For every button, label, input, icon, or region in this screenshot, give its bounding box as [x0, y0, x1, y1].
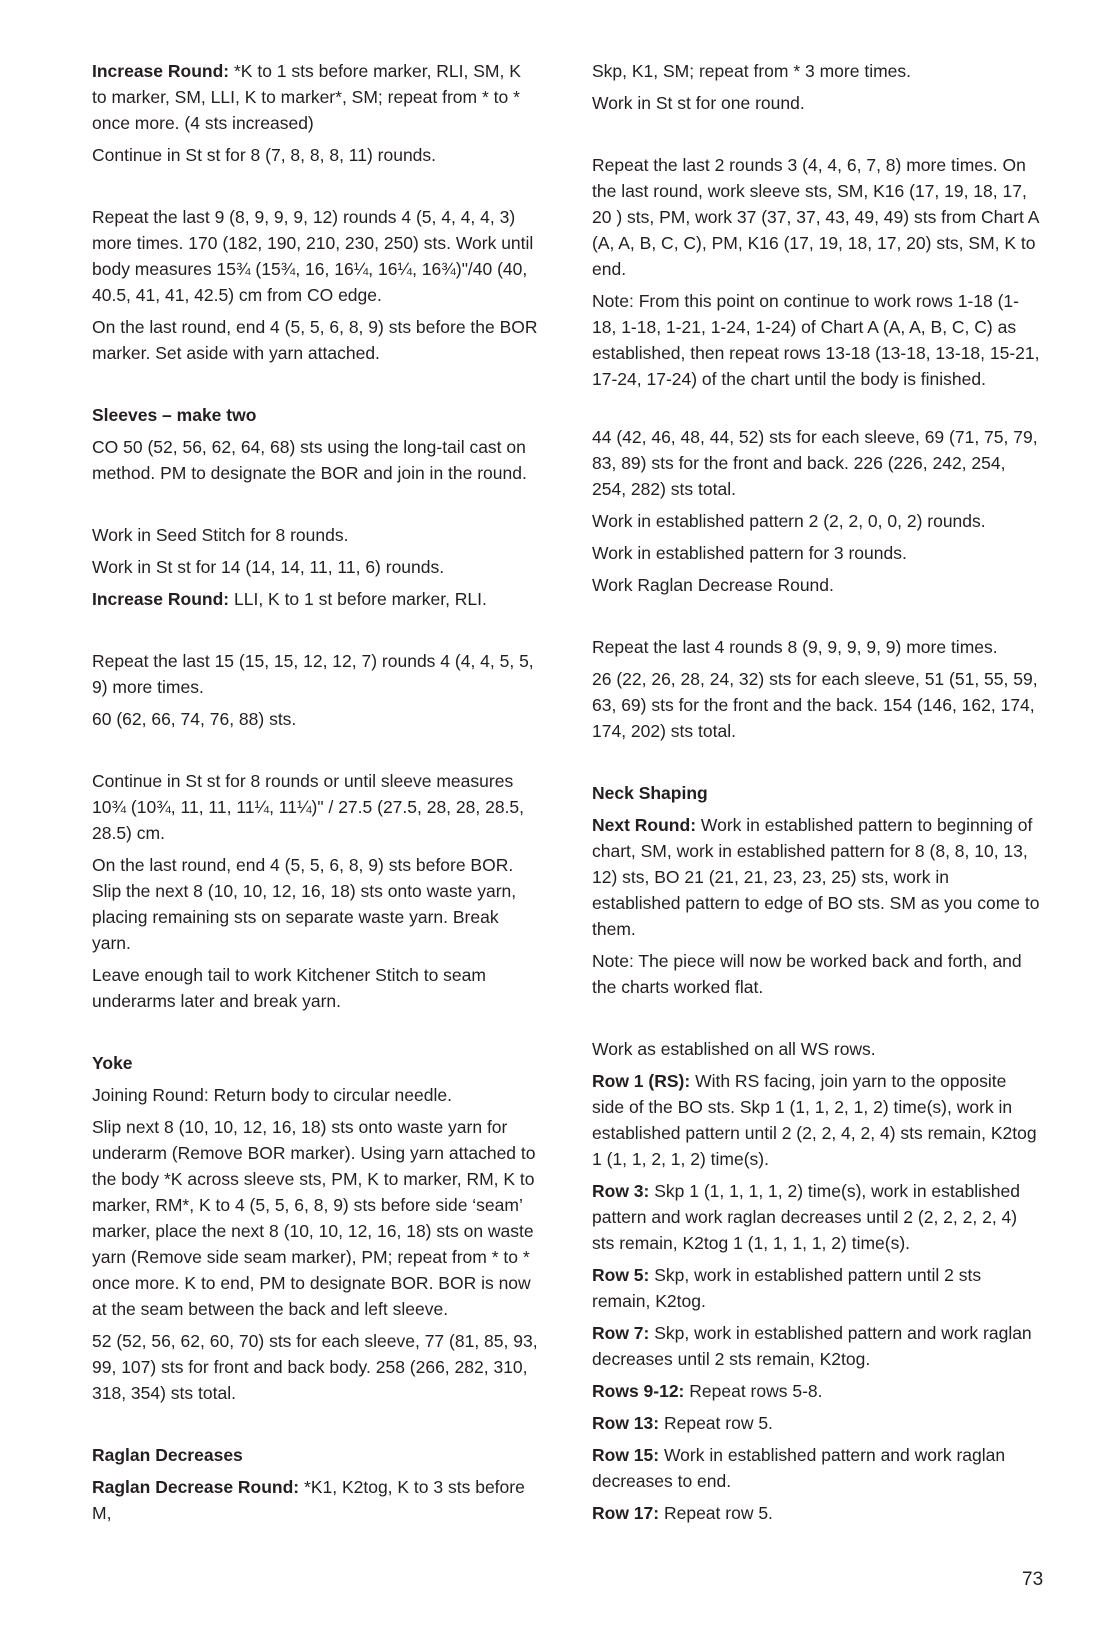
sleeves-heading: Sleeves – make two [92, 405, 257, 425]
chart-note-paragraph: Note: From this point on continue to work rows 1-18 (1-18, 1-18, 1-21, 1-24, 1-24) of Chart A (A, A, B, C, C) as established, then repeat rows 13-18 (13-18, 13-18, 15-21, 17-24, 17-24) of the chart until the body is finished. [592, 291, 1040, 389]
final-sts-paragraph: 26 (22, 26, 28, 24, 32) sts for each sleeve, 51 (51, 55, 59, 63, 69) sts for the front and the back. 154 (146, 162, 174, 174, 202) sts total. [592, 669, 1038, 741]
st-st-rounds-paragraph: Work in St st for 14 (14, 14, 11, 11, 6) rounds. [92, 557, 445, 577]
kitchener-paragraph: Leave enough tail to work Kitchener Stitch to seam underarms later and break yarn. [92, 965, 486, 1011]
three-rounds-paragraph: Work in established pattern for 3 rounds. [592, 543, 907, 563]
row-13-label: Row 13: [592, 1413, 660, 1433]
row-17-label: Row 17: [592, 1503, 660, 1523]
sleeve-continue-paragraph: Continue in St st for 8 rounds or until sleeve measures 10¾ (10¾, 11, 11, 11¼, 11¼)" / 27.5 (27.5, 28, 28, 28.5, 28.5) cm. [92, 771, 525, 843]
row-7-text: Skp, work in established pattern and work raglan decreases until 2 sts remain, K2tog. [592, 1323, 1032, 1369]
flat-note-paragraph: Note: The piece will now be worked back and forth, and the charts worked flat. [592, 951, 1022, 997]
repeat-rounds-paragraph: Repeat the last 9 (8, 9, 9, 9, 12) rounds 4 (5, 4, 4, 4, 3) more times. 170 (182, 190, 210, 230, 250) sts. Work until body measures 15¾ (15¾, 16, 16¼, 16¼, 16¾)"/40 (40, 40.5, 41, 41, 42.5) cm from CO edge. [92, 207, 534, 305]
row-17-text: Repeat row 5. [659, 1503, 773, 1523]
continue-st-paragraph: Continue in St st for 8 (7, 8, 8, 8, 11) rounds. [92, 145, 437, 165]
row-7-label: Row 7: [592, 1323, 650, 1343]
left-column [92, 58, 538, 1532]
raglan-decrease-text: *K1, K2tog, K to 3 sts before M, [92, 1477, 525, 1523]
sleeve-increase-text: LLI, K to 1 st before marker, RLI. [229, 589, 487, 609]
neck-shaping-heading: Neck Shaping [592, 783, 708, 803]
row-15-label: Row 15: [592, 1445, 660, 1465]
ws-rows-paragraph: Work as established on all WS rows. [592, 1039, 876, 1059]
sleeve-increase-paragraph [92, 586, 538, 612]
yoke-sts-paragraph: 52 (52, 56, 62, 60, 70) sts for each sleeve, 77 (81, 85, 93, 99, 107) sts for front and back body. 258 (266, 282, 310, 318, 354) sts total. [92, 1331, 538, 1403]
row-13-paragraph [592, 1410, 1040, 1436]
repeat-two-rounds-paragraph: Repeat the last 2 rounds 3 (4, 4, 6, 7, 8) more times. On the last round, work sleeve sts, SM, K16 (17, 19, 18, 17, 20 ) sts, PM, work 37 (37, 37, 43, 49, 49) sts from Chart A (A, A, B, C, C), PM, K16 (17, 19, 18, 17, 20) sts, SM, K to end. [592, 155, 1039, 279]
row-15-paragraph [592, 1442, 1040, 1494]
sleeve-repeat-paragraph: Repeat the last 15 (15, 15, 12, 12, 7) rounds 4 (4, 4, 5, 5, 9) more times. [92, 651, 534, 697]
row-1-label: Row 1 (RS): [592, 1071, 691, 1091]
established-pattern-paragraph: Work in established pattern 2 (2, 2, 0, 0, 2) rounds. [592, 511, 986, 531]
row-3-label: Row 3: [592, 1181, 650, 1201]
row-1-text: With RS facing, join yarn to the opposite side of the BO sts. Skp 1 (1, 1, 2, 1, 2) time(s), work in established pattern until 2 (2, 2, 4, 2, 4) sts remain, K2tog 1 (1, 1, 2, 1, 2) time(s). [592, 1071, 1037, 1169]
raglan-heading: Raglan Decreases [92, 1445, 243, 1465]
next-round-paragraph [592, 812, 1040, 942]
row-13-text: Repeat row 5. [659, 1413, 773, 1433]
skp-paragraph: Skp, K1, SM; repeat from * 3 more times. [592, 61, 911, 81]
page-number: 73 [1022, 1569, 1044, 1590]
row-15-text: Work in established pattern and work raglan decreases to end. [592, 1445, 1006, 1491]
next-round-label: Next Round: [592, 815, 697, 835]
joining-round-paragraph: Joining Round: Return body to circular needle. [92, 1085, 452, 1105]
rows-9-12-text: Repeat rows 5-8. [684, 1381, 823, 1401]
one-round-paragraph: Work in St st for one round. [592, 93, 805, 113]
yoke-heading: Yoke [92, 1053, 133, 1073]
row-3-text: Skp 1 (1, 1, 1, 1, 2) time(s), work in established pattern and work raglan decreases until 2 (2, 2, 2, 2, 4) sts remain, K2tog 1 (1, 1, 1, 1, 2) time(s). [592, 1181, 1020, 1253]
row-1-paragraph [592, 1068, 1040, 1172]
sts-count-paragraph: 44 (42, 46, 48, 44, 52) sts for each sleeve, 69 (71, 75, 79, 83, 89) sts for the front and back. 226 (226, 242, 254, 254, 282) sts total. [592, 427, 1038, 499]
sleeve-increase-label: Increase Round: [92, 589, 230, 609]
increase-round-label: Increase Round: [92, 61, 230, 81]
row-17-paragraph [592, 1500, 1040, 1526]
repeat-four-rounds-paragraph: Repeat the last 4 rounds 8 (9, 9, 9, 9, 9) more times. [592, 637, 998, 657]
row-5-label: Row 5: [592, 1265, 650, 1285]
next-round-text: Work in established pattern to beginning of chart, SM, work in established pattern for 8 (8, 8, 10, 13, 12) sts, BO 21 (21, 21, 23, 23, 25) sts, work in established pattern to edge of BO sts. SM as you come to them. [592, 815, 1040, 939]
row-7-paragraph [592, 1320, 1040, 1372]
row-5-paragraph [592, 1262, 1040, 1314]
raglan-round-paragraph: Work Raglan Decrease Round. [592, 575, 834, 595]
rows-9-12-paragraph [592, 1378, 1040, 1404]
raglan-decrease-paragraph [92, 1474, 538, 1526]
rows-9-12-label: Rows 9-12: [592, 1381, 685, 1401]
sleeve-sts-paragraph: 60 (62, 66, 74, 76, 88) sts. [92, 709, 297, 729]
last-round-paragraph: On the last round, end 4 (5, 5, 6, 8, 9) sts before the BOR marker. Set aside with yarn attached. [92, 317, 538, 363]
row-5-text: Skp, work in established pattern until 2 sts remain, K2tog. [592, 1265, 982, 1311]
increase-round-paragraph [92, 58, 538, 136]
seed-stitch-paragraph: Work in Seed Stitch for 8 rounds. [92, 525, 349, 545]
raglan-decrease-label: Raglan Decrease Round: [92, 1477, 300, 1497]
row-3-paragraph [592, 1178, 1040, 1256]
right-column [592, 58, 1040, 1532]
increase-round-text: *K to 1 sts before marker, RLI, SM, K to marker, SM, LLI, K to marker*, SM; repeat from * to * once more. (4 sts increased) [92, 61, 521, 133]
slip-next-paragraph: Slip next 8 (10, 10, 12, 16, 18) sts onto waste yarn for underarm (Remove BOR marker). Using yarn attached to the body *K across sleeve sts, PM, K to marker, RM, K to marker, RM*, K to 4 (5, 5, 6, 8, 9) sts before side ‘seam’ marker, place the next 8 (10, 10, 12, 16, 18) sts on waste yarn (Remove side seam marker), PM; repeat from * to * once more. K to end, PM to designate BOR. BOR is now at the seam between the back and left sleeve. [92, 1117, 536, 1319]
cast-on-paragraph: CO 50 (52, 56, 62, 64, 68) sts using the long-tail cast on method. PM to designate the BOR and join in the round. [92, 437, 527, 483]
sleeve-last-round-paragraph: On the last round, end 4 (5, 5, 6, 8, 9) sts before BOR. Slip the next 8 (10, 10, 12, 16, 18) sts onto waste yarn, placing remaining sts on separate waste yarn. Break yarn. [92, 855, 517, 953]
